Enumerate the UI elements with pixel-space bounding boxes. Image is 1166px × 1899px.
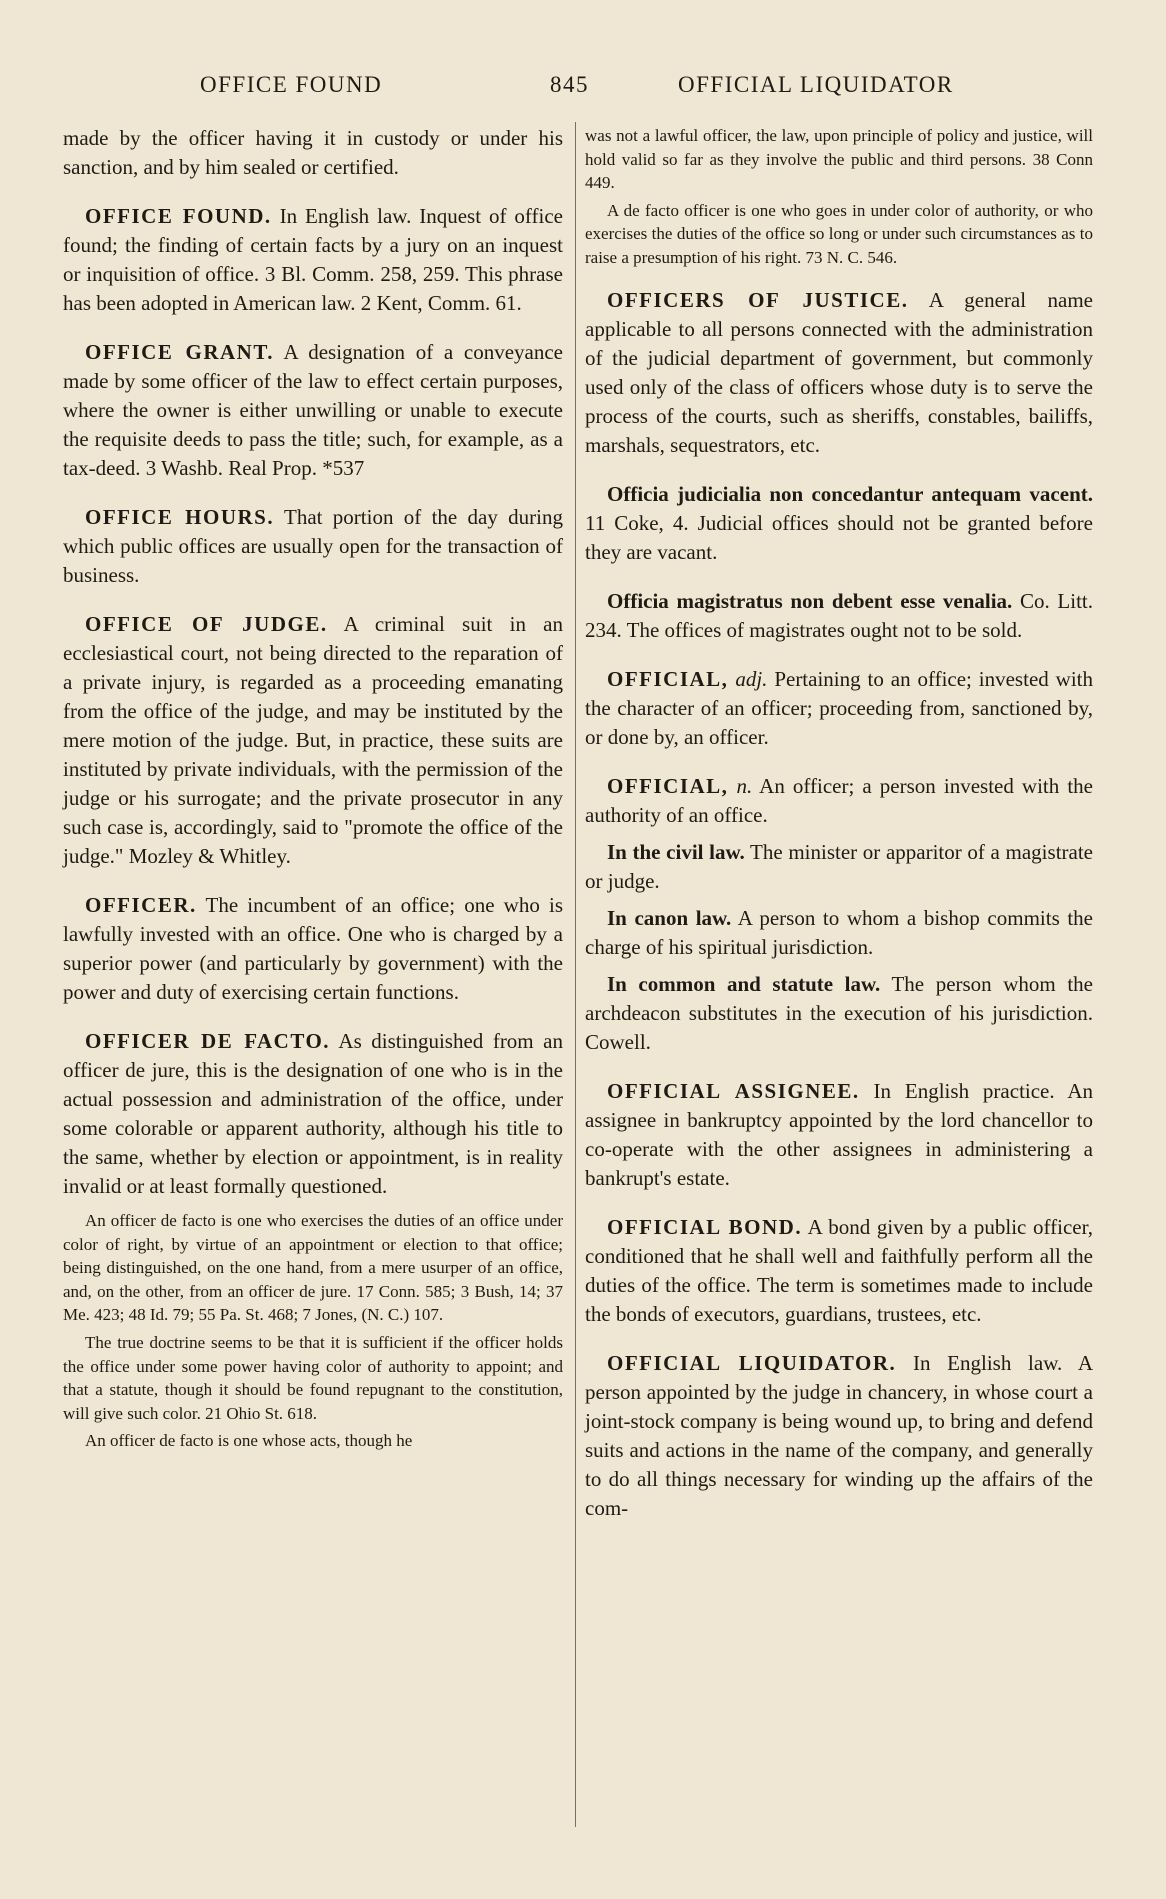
definition: An officer; a person invested with the authority of an office. <box>585 773 1093 827</box>
subheading: In canon law. <box>607 905 732 930</box>
headword: OFFICIAL ASSIGNEE. <box>607 1078 860 1103</box>
headword: OFFICE OF JUDGE. <box>85 612 328 636</box>
note-paragraph: An officer de facto is one who exercises the duties of an office under color of right, by virtue of an appointment or election to that office; being distinguished, on the one hand, from a mere usurper of an office, and, on the other, from an officer de jure. 17 Conn. 585; 3 Bush, 14; 37 Me. 423; 48 Id. 79; 55 Pa. St. 468; 7 Jones, (N. C.) 107. <box>63 1211 563 1325</box>
headword: OFFICIAL BOND. <box>607 1214 803 1239</box>
definition: A criminal suit in an ecclesiastical court, not being directed to the reparation of a private injury, is regarded as a proceeding emanating from the office of the judge, and may be instituted by the mere motion of the judge. But, in practice, these suits are instituted by private individuals, with the permission of the judge or his surrogate; and the private prosecutor in any such case is, accordingly, said to "promote the office of the judge." Mozley & Whitley. <box>63 612 563 868</box>
definition: In English law. A person appointed by the judge in chancery, in whose court a joint-stock company is being wound up, to bring and defend suits and actions in the name of the company, and generally to do all things necessary for winding up the affairs of the com- <box>585 1350 1093 1520</box>
definition: As distinguished from an officer de jure, this is the designation of one who is in the actual possession and administration of the office, under some colorable or apparent authority, although his title to the same, whether by election or appointment, is in reality invalid or at least formally questioned. <box>63 1029 563 1198</box>
entry-officer-de-facto <box>63 1027 563 1201</box>
definition: A person to whom a bishop commits the charge of his spiritual jurisdiction. <box>585 905 1094 959</box>
headword: OFFICIAL, <box>607 666 729 691</box>
headword: OFFICER. <box>85 893 197 917</box>
entry-official-bond <box>585 1213 1093 1329</box>
subentry-civil-law <box>585 838 1093 896</box>
entry-maxim-officia-magistratus <box>585 587 1093 645</box>
continuation-paragraph: made by the officer having it in custody or under his sanction, and by him sealed or certified. <box>63 126 563 179</box>
note-paragraph: A de facto officer is one who goes in under color of authority, or who exercises the duties of the office so long or under such circumstances as to raise a presumption of his right. 73 N. C. 546. <box>585 200 1093 267</box>
definition: Pertaining to an office; invested with the character of an officer; proceeding from, sanctioned by, or done by, an officer. <box>585 666 1093 749</box>
subentry-canon-law <box>585 904 1093 962</box>
definition: In English law. Inquest of office found; the finding of certain facts by a jury on an inquest or inquisition of office. 3 Bl. Comm. 258, 259. This phrase has been adopted in American law. 2 Kent, Comm. 61. <box>63 204 563 315</box>
headword: OFFICIAL, <box>607 773 729 798</box>
running-head-right: OFFICIAL LIQUIDATOR <box>678 72 954 97</box>
definition: 11 Coke, 4. Judicial offices should not be granted before they are vacant. <box>585 510 1093 564</box>
definition: A general name applicable to all persons connected with the administration of the judicial department of government, but commonly used only of the class of officers whose duty is to serve the process of the courts, such as sheriffs, constables, bailiffs, marshals, sequestrators, etc. <box>585 287 1093 457</box>
subheading: In the civil law. <box>607 839 745 864</box>
entry-office-grant <box>63 338 563 483</box>
entry-official-adj <box>585 665 1093 752</box>
entry-official-assignee <box>585 1077 1093 1193</box>
entry-office-of-judge <box>63 610 563 871</box>
definition: Co. Litt. 234. The offices of magistrates ought not to be sold. <box>585 588 1094 642</box>
entry-official-liquidator <box>585 1349 1093 1523</box>
note-paragraph: An officer de facto is one whose acts, though he <box>85 1431 413 1451</box>
part-of-speech: n. <box>728 773 753 798</box>
definition: The person whom the archdeacon substitutes in the execution of his jurisdiction. Cowell. <box>585 971 1093 1054</box>
definition: A designation of a conveyance made by some officer of the law to effect certain purposes, where the owner is either unwilling or unable to execute the requisite deeds to pass the title; such, for example, as a tax-deed. 3 Washb. Real Prop. *537 <box>63 340 563 480</box>
headword: OFFICE FOUND. <box>85 204 272 228</box>
left-column <box>63 124 563 1457</box>
running-head-left: OFFICE FOUND <box>200 72 383 97</box>
headword: OFFICE GRANT. <box>85 340 275 364</box>
part-of-speech: adj. <box>728 666 768 691</box>
subheading: In common and statute law. <box>607 971 881 996</box>
page-number: 845 <box>550 72 589 97</box>
headword: OFFICE HOURS. <box>85 505 275 529</box>
headword: OFFICER DE FACTO. <box>85 1029 331 1053</box>
headword: OFFICIAL LIQUIDATOR. <box>607 1350 897 1375</box>
entry-office-hours <box>63 503 563 590</box>
entry-official-n <box>585 772 1093 830</box>
entry-officer <box>63 891 563 1007</box>
definition: The incumbent of an office; one who is lawfully invested with an office. One who is charged by a superior power (and particularly by government) with the power and duty of exercising certain functions. <box>63 893 563 1004</box>
headword: Officia judicialia non concedantur antequam vacent. <box>607 481 1093 506</box>
note-paragraph: was not a lawful officer, the law, upon principle of policy and justice, will hold valid so far as they involve the public and third persons. 38 Conn 449. <box>585 126 1093 193</box>
note-paragraph: The true doctrine seems to be that it is sufficient if the officer holds the office under some power having color of authority to appoint; and that a statute, though it should be found repugnant to the constitution, will give such color. 21 Ohio St. 618. <box>63 1332 563 1423</box>
headword: Officia magistratus non debent esse venalia. <box>607 588 1013 613</box>
entry-office-found <box>63 202 563 318</box>
definition: That portion of the day during which public offices are usually open for the transaction of business. <box>63 505 564 587</box>
entry-maxim-officia-judicialia <box>585 480 1093 567</box>
definition: In English practice. An assignee in bankruptcy appointed by the lord chancellor to co-operate with the other assignees in administering a bankrupt's estate. <box>585 1078 1093 1190</box>
right-column <box>585 124 1093 1543</box>
definition: The minister or apparitor of a magistrate or judge. <box>585 839 1093 893</box>
column-divider <box>575 122 576 1827</box>
headword: OFFICERS OF JUSTICE. <box>607 287 909 312</box>
entry-officers-of-justice <box>585 286 1093 460</box>
subentry-common-law <box>585 970 1093 1057</box>
definition: A bond given by a public officer, conditioned that he shall well and faithfully perform all the duties of the office. The term is sometimes made to include the bonds of executors, guardians, trustees, etc. <box>585 1214 1093 1326</box>
